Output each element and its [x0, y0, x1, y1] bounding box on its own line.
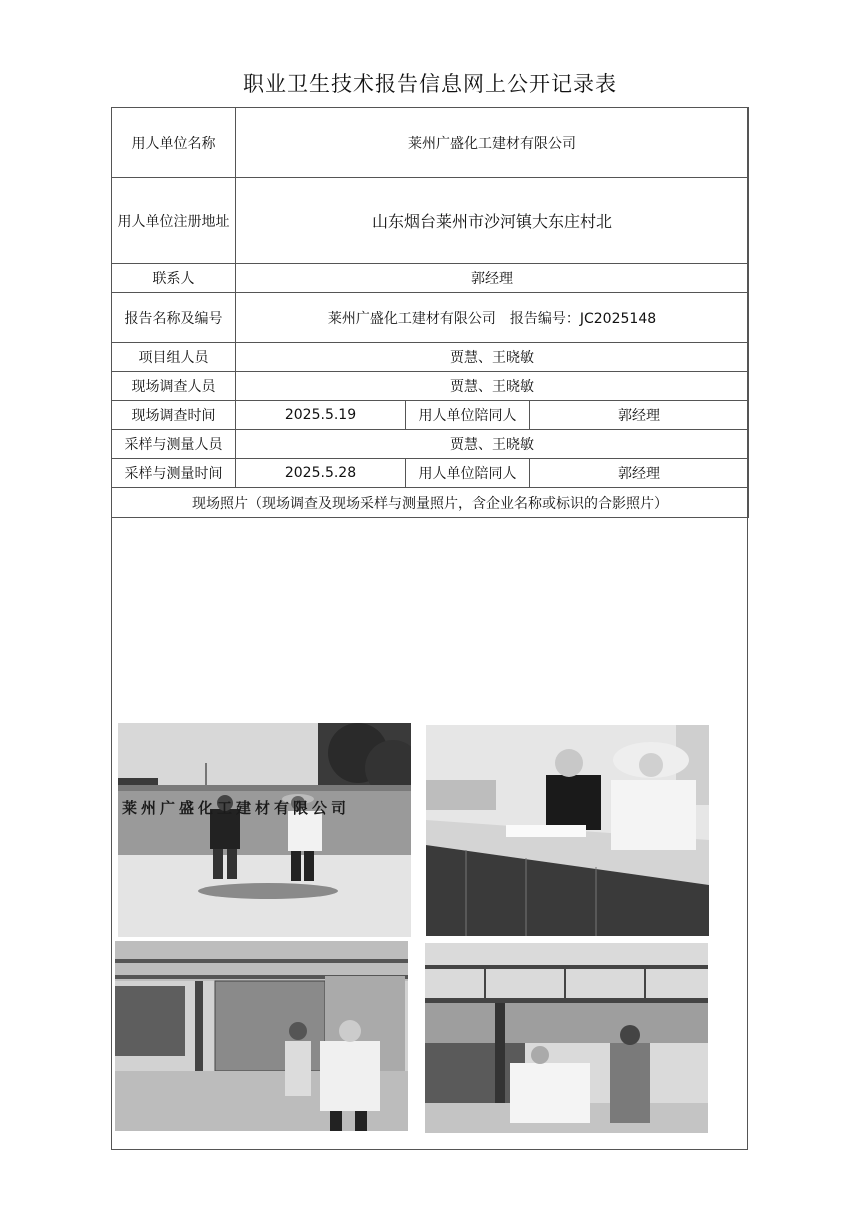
row-sampling-staff	[112, 430, 749, 459]
row-sampling-time	[112, 459, 749, 488]
value-survey-time: 2025.5.19	[236, 401, 406, 430]
value-survey-staff: 贾慧、王晓敏	[236, 372, 749, 401]
value-report: 莱州广盛化工建材有限公司 报告编号：JC2025148	[236, 293, 749, 343]
label-sampling-escort: 用人单位陪同人	[406, 459, 530, 488]
row-photos-header	[112, 488, 749, 518]
page-title: 职业卫生技术报告信息网上公开记录表	[243, 72, 617, 96]
row-company-name	[112, 108, 749, 178]
photo-document-review	[426, 725, 709, 936]
photos-header: 现场照片（现场调查及现场采样与测量照片，含企业名称或标识的合影照片）	[112, 488, 749, 518]
photo-group-sign-wall-image	[118, 723, 411, 937]
label-survey-escort: 用人单位陪同人	[406, 401, 530, 430]
photo-group-sign-wall	[118, 723, 411, 937]
label-contact: 联系人	[112, 264, 236, 293]
label-project-team: 项目组人员	[112, 343, 236, 372]
value-contact: 郭经理	[236, 264, 749, 293]
photo-sampling-tanks-left-image	[115, 941, 408, 1131]
value-sampling-escort: 郭经理	[530, 459, 749, 488]
row-survey-time	[112, 401, 749, 430]
row-survey-staff	[112, 372, 749, 401]
value-address: 山东烟台莱州市沙河镇大东庄村北	[236, 178, 749, 264]
value-survey-escort: 郭经理	[530, 401, 749, 430]
photo-sampling-tanks-right	[425, 943, 708, 1133]
label-survey-staff: 现场调查人员	[112, 372, 236, 401]
photo-sign-wall-text: 莱州广盛化工建材有限公司	[122, 799, 351, 817]
value-sampling-staff: 贾慧、王晓敏	[236, 430, 749, 459]
value-project-team: 贾慧、王晓敏	[236, 343, 749, 372]
photo-document-review-image	[426, 725, 709, 936]
label-sampling-time: 采样与测量时间	[112, 459, 236, 488]
value-company-name: 莱州广盛化工建材有限公司	[236, 108, 749, 178]
label-sampling-staff: 采样与测量人员	[112, 430, 236, 459]
row-contact	[112, 264, 749, 293]
photo-sampling-tanks-right-image	[425, 943, 708, 1133]
label-company-name: 用人单位名称	[112, 108, 236, 178]
value-sampling-time: 2025.5.28	[236, 459, 406, 488]
label-report: 报告名称及编号	[112, 293, 236, 343]
photo-sampling-tanks-left	[115, 941, 408, 1131]
label-survey-time: 现场调查时间	[112, 401, 236, 430]
row-report	[112, 293, 749, 343]
row-address	[112, 178, 749, 264]
row-project-team	[112, 343, 749, 372]
label-address: 用人单位注册地址	[112, 178, 236, 264]
record-table	[111, 107, 749, 518]
